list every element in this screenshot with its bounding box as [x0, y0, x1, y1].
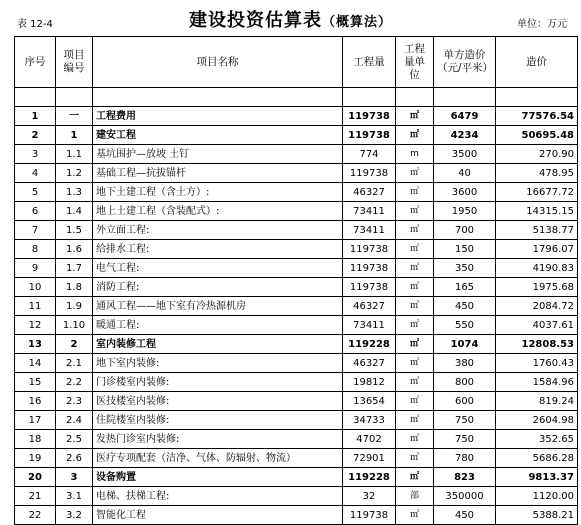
cell-name: 基础工程—抗拔锚杆	[93, 164, 343, 183]
cell-unit: ㎡	[396, 430, 434, 449]
cell-price: 750	[434, 430, 496, 449]
cell-name: 地上土建工程（含装配式）:	[93, 202, 343, 221]
cell-no: 21	[15, 487, 56, 506]
cell-name: 地下土建工程（含土方）:	[93, 183, 343, 202]
cell-price: 823	[434, 468, 496, 487]
cell-unit: ㎡	[396, 411, 434, 430]
table-row	[15, 183, 578, 202]
cell-name: 医疗专项配套（洁净、气体、防辐射、物流）	[93, 449, 343, 468]
cell-code: 3	[56, 468, 93, 487]
cell-qty: 119738	[343, 506, 396, 525]
cell-qty: 46327	[343, 183, 396, 202]
page-header	[0, 0, 581, 34]
cell-price: 450	[434, 506, 496, 525]
page-title	[0, 6, 581, 32]
cell-cost: 5388.21	[496, 506, 578, 525]
cell-price: 1074	[434, 335, 496, 354]
cell-code: 1.9	[56, 297, 93, 316]
cell-code: 2	[56, 335, 93, 354]
cell-cost: 270.90	[496, 145, 578, 164]
cell-unit: ㎡	[396, 373, 434, 392]
cell-unit: ㎡	[396, 164, 434, 183]
cell-cost: 50695.48	[496, 126, 578, 145]
cell-unit: ㎡	[396, 126, 434, 145]
cell-code: 1	[56, 126, 93, 145]
table-row	[15, 506, 578, 525]
cell-cost: 5686.28	[496, 449, 578, 468]
cell-qty: 32	[343, 487, 396, 506]
cell-code: 3.1	[56, 487, 93, 506]
col-header-cost: 造价	[496, 37, 578, 88]
cell-cost: 12808.53	[496, 335, 578, 354]
cell-name: 设备购置	[93, 468, 343, 487]
cell-qty: 46327	[343, 297, 396, 316]
cell-code: 一	[56, 107, 93, 126]
cell-cost: 4037.61	[496, 316, 578, 335]
cell-price: 700	[434, 221, 496, 240]
cell-cost: 16677.72	[496, 183, 578, 202]
cell-price: 4234	[434, 126, 496, 145]
cell-cost: 1120.00	[496, 487, 578, 506]
table-row	[15, 278, 578, 297]
cell-name: 消防工程:	[93, 278, 343, 297]
cell-no: 17	[15, 411, 56, 430]
title-subtitle: （概算法）	[321, 15, 392, 30]
table-row	[15, 145, 578, 164]
cell-no: 4	[15, 164, 56, 183]
table-row	[15, 392, 578, 411]
table-row	[15, 373, 578, 392]
table-row	[15, 335, 578, 354]
separator-row	[15, 88, 578, 107]
cell-price: 165	[434, 278, 496, 297]
separator-cell	[396, 88, 434, 107]
cell-price: 3600	[434, 183, 496, 202]
cell-unit: ㎡	[396, 107, 434, 126]
cell-name: 建安工程	[93, 126, 343, 145]
cell-name: 电气工程:	[93, 259, 343, 278]
cell-unit: ㎡	[396, 316, 434, 335]
cell-no: 10	[15, 278, 56, 297]
cell-no: 14	[15, 354, 56, 373]
col-header-price: 单方造价（元/平米）	[434, 37, 496, 88]
cell-price: 380	[434, 354, 496, 373]
col-header-unit: 工程量单位	[396, 37, 434, 88]
cell-unit: ㎡	[396, 335, 434, 354]
table-row	[15, 487, 578, 506]
cell-price: 40	[434, 164, 496, 183]
cell-no: 2	[15, 126, 56, 145]
cell-price: 780	[434, 449, 496, 468]
cell-qty: 119738	[343, 278, 396, 297]
separator-cell	[93, 88, 343, 107]
cell-cost: 478.95	[496, 164, 578, 183]
cell-qty: 119738	[343, 240, 396, 259]
table-number: 表 12-4	[17, 19, 53, 30]
table-row	[15, 468, 578, 487]
cell-name: 给排水工程:	[93, 240, 343, 259]
cell-name: 发热门诊室内装修:	[93, 430, 343, 449]
cell-code: 1.6	[56, 240, 93, 259]
cell-unit: ㎡	[396, 449, 434, 468]
table-row	[15, 449, 578, 468]
cell-unit: ㎡	[396, 297, 434, 316]
table-row	[15, 316, 578, 335]
cell-name: 门诊楼室内装修:	[93, 373, 343, 392]
separator-cell	[15, 88, 56, 107]
separator-cell	[343, 88, 396, 107]
cell-price: 600	[434, 392, 496, 411]
title-main: 建设投资估算表	[188, 10, 322, 31]
cell-name: 基坑围护—放坡 土钉	[93, 145, 343, 164]
cell-code: 2.2	[56, 373, 93, 392]
cell-code: 2.3	[56, 392, 93, 411]
cell-unit: ㎡	[396, 468, 434, 487]
table-row	[15, 221, 578, 240]
cell-code: 1.7	[56, 259, 93, 278]
cell-price: 750	[434, 411, 496, 430]
col-header-code: 项目编号	[56, 37, 93, 88]
cell-qty: 119738	[343, 126, 396, 145]
cell-price: 350000	[434, 487, 496, 506]
cell-qty: 73411	[343, 221, 396, 240]
cell-name: 住院楼室内装修:	[93, 411, 343, 430]
col-header-no: 序号	[15, 37, 56, 88]
cell-no: 20	[15, 468, 56, 487]
cell-cost: 352.65	[496, 430, 578, 449]
cell-price: 150	[434, 240, 496, 259]
col-header-qty: 工程量	[343, 37, 396, 88]
cell-price: 350	[434, 259, 496, 278]
table-row	[15, 202, 578, 221]
cell-qty: 73411	[343, 316, 396, 335]
cell-no: 5	[15, 183, 56, 202]
table-row	[15, 430, 578, 449]
cell-unit: ㎡	[396, 259, 434, 278]
cell-qty: 13654	[343, 392, 396, 411]
cell-unit: ㎡	[396, 183, 434, 202]
cell-no: 22	[15, 506, 56, 525]
table-body	[15, 88, 578, 525]
cell-name: 工程费用	[93, 107, 343, 126]
cell-code: 1.1	[56, 145, 93, 164]
separator-cell	[496, 88, 578, 107]
cell-name: 电梯、扶梯工程:	[93, 487, 343, 506]
cell-price: 550	[434, 316, 496, 335]
cell-unit: 部	[396, 487, 434, 506]
cell-cost: 1796.07	[496, 240, 578, 259]
cell-price: 450	[434, 297, 496, 316]
cell-name: 暖通工程:	[93, 316, 343, 335]
table-row	[15, 164, 578, 183]
cell-name: 室内装修工程	[93, 335, 343, 354]
cell-no: 3	[15, 145, 56, 164]
cell-code: 1.2	[56, 164, 93, 183]
cell-no: 15	[15, 373, 56, 392]
cell-unit: ㎡	[396, 278, 434, 297]
header-row	[15, 37, 578, 88]
cell-unit: ㎡	[396, 354, 434, 373]
cell-price: 6479	[434, 107, 496, 126]
cell-price: 1950	[434, 202, 496, 221]
cell-name: 外立面工程:	[93, 221, 343, 240]
separator-cell	[56, 88, 93, 107]
cell-qty: 19812	[343, 373, 396, 392]
cell-cost: 1760.43	[496, 354, 578, 373]
cell-name: 智能化工程	[93, 506, 343, 525]
cell-code: 1.8	[56, 278, 93, 297]
cell-cost: 5138.77	[496, 221, 578, 240]
cell-no: 8	[15, 240, 56, 259]
cell-qty: 119738	[343, 164, 396, 183]
unit-label: 单位：万元	[517, 19, 567, 30]
cell-code: 1.3	[56, 183, 93, 202]
cell-no: 16	[15, 392, 56, 411]
cell-name: 通风工程——地下室有冷热源机房	[93, 297, 343, 316]
cell-no: 1	[15, 107, 56, 126]
cell-cost: 1584.96	[496, 373, 578, 392]
cell-code: 2.4	[56, 411, 93, 430]
cell-cost: 9813.37	[496, 468, 578, 487]
cell-qty: 119738	[343, 107, 396, 126]
cell-name: 地下室内装修:	[93, 354, 343, 373]
cell-no: 18	[15, 430, 56, 449]
col-header-name: 项目名称	[93, 37, 343, 88]
cell-no: 13	[15, 335, 56, 354]
cell-code: 1.4	[56, 202, 93, 221]
table-row	[15, 107, 578, 126]
cell-cost: 1975.68	[496, 278, 578, 297]
cell-qty: 774	[343, 145, 396, 164]
table-row	[15, 297, 578, 316]
cell-code: 1.10	[56, 316, 93, 335]
cell-cost: 2084.72	[496, 297, 578, 316]
cell-qty: 34733	[343, 411, 396, 430]
cell-qty: 4702	[343, 430, 396, 449]
table-row	[15, 240, 578, 259]
cell-unit: ㎡	[396, 506, 434, 525]
cell-code: 2.1	[56, 354, 93, 373]
cell-unit: ㎡	[396, 240, 434, 259]
cell-qty: 119228	[343, 468, 396, 487]
cell-cost: 77576.54	[496, 107, 578, 126]
table-row	[15, 126, 578, 145]
table-row	[15, 354, 578, 373]
cell-unit: ㎡	[396, 221, 434, 240]
cell-code: 3.2	[56, 506, 93, 525]
cell-cost: 819.24	[496, 392, 578, 411]
cell-unit: ㎡	[396, 392, 434, 411]
cell-qty: 46327	[343, 354, 396, 373]
cell-unit: m	[396, 145, 434, 164]
table-row	[15, 259, 578, 278]
cell-code: 2.5	[56, 430, 93, 449]
cell-cost: 2604.98	[496, 411, 578, 430]
cell-qty: 119738	[343, 259, 396, 278]
cell-code: 1.5	[56, 221, 93, 240]
cell-no: 12	[15, 316, 56, 335]
cell-price: 3500	[434, 145, 496, 164]
table-row	[15, 411, 578, 430]
cell-unit: ㎡	[396, 202, 434, 221]
cell-qty: 72901	[343, 449, 396, 468]
cell-cost: 14315.15	[496, 202, 578, 221]
cell-no: 6	[15, 202, 56, 221]
cell-code: 2.6	[56, 449, 93, 468]
cell-no: 7	[15, 221, 56, 240]
cell-price: 800	[434, 373, 496, 392]
cell-qty: 119228	[343, 335, 396, 354]
cell-no: 9	[15, 259, 56, 278]
cell-cost: 4190.83	[496, 259, 578, 278]
cell-no: 19	[15, 449, 56, 468]
estimate-table	[14, 36, 578, 525]
separator-cell	[434, 88, 496, 107]
cell-name: 医技楼室内装修:	[93, 392, 343, 411]
cell-qty: 73411	[343, 202, 396, 221]
cell-no: 11	[15, 297, 56, 316]
